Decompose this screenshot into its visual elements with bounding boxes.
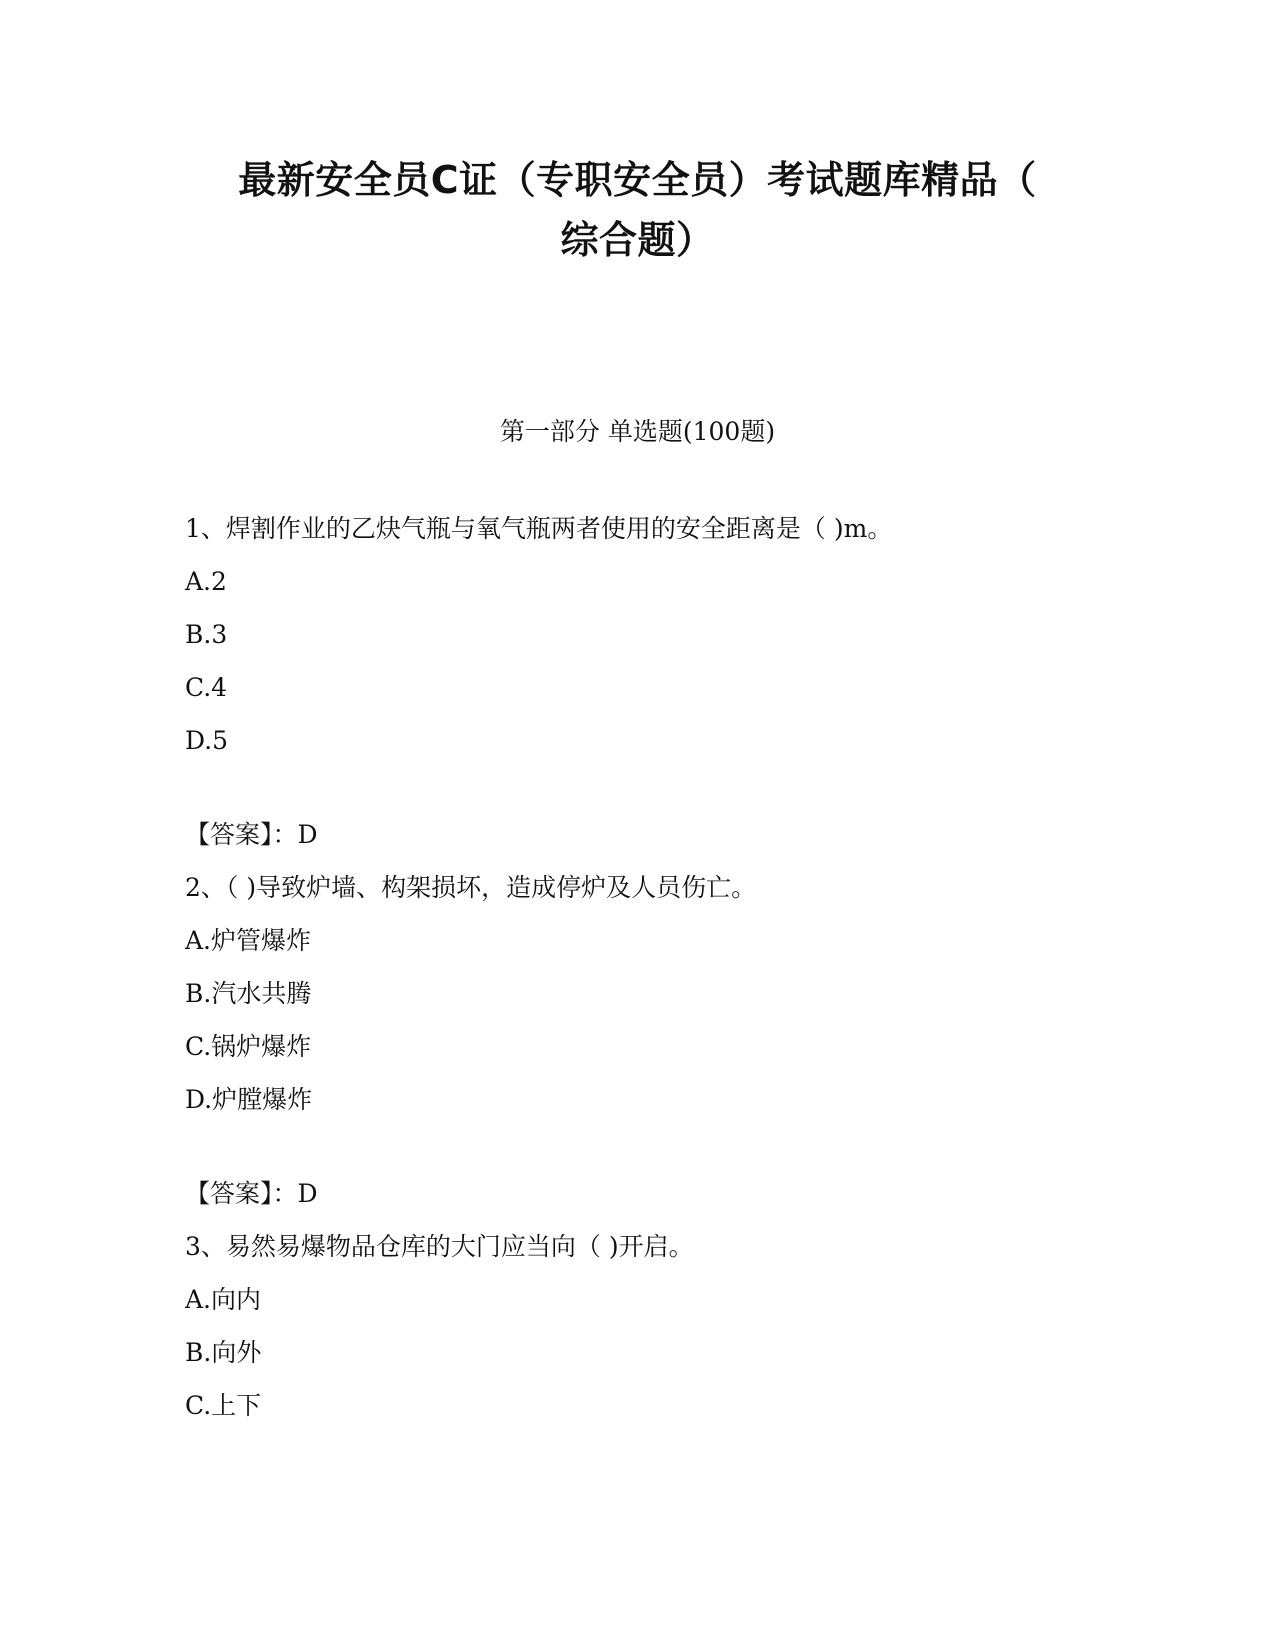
section-heading: 第一部分 单选题(100题) xyxy=(499,417,776,446)
question-1-option-d: D.5 xyxy=(185,726,229,755)
question-2-option-a: A.炉管爆炸 xyxy=(185,926,312,955)
question-2-option-c: C.锅炉爆炸 xyxy=(185,1032,312,1061)
question-3-option-a: A.向内 xyxy=(185,1285,262,1314)
document-title xyxy=(150,150,1125,270)
question-3-option-c: C.上下 xyxy=(185,1391,262,1420)
question-3-option-b: B.向外 xyxy=(185,1338,262,1367)
question-1-stem: 1、焊割作业的乙炔气瓶与氧气瓶两者使用的安全距离是（ )m。 xyxy=(185,514,893,543)
question-1-option-a: A.2 xyxy=(185,567,227,596)
question-3-stem: 3、易然易爆物品仓库的大门应当向（ )开启。 xyxy=(185,1232,694,1261)
question-1-answer: 【答案】：D xyxy=(185,820,318,849)
question-1-option-c: C.4 xyxy=(185,673,228,702)
question-2-option-b: B.汽水共腾 xyxy=(185,979,312,1008)
question-1-option-b: B.3 xyxy=(185,620,228,649)
title-line-1: 最新安全员C证（专职安全员）考试题库精品（ xyxy=(238,158,1037,202)
question-2-stem: 2、（ )导致炉墙、构架损坏，造成停炉及人员伤亡。 xyxy=(185,873,757,902)
question-2-answer: 【答案】：D xyxy=(185,1179,318,1208)
question-2-option-d: D.炉膛爆炸 xyxy=(185,1085,313,1114)
title-line-2: 综合题） xyxy=(560,218,715,262)
